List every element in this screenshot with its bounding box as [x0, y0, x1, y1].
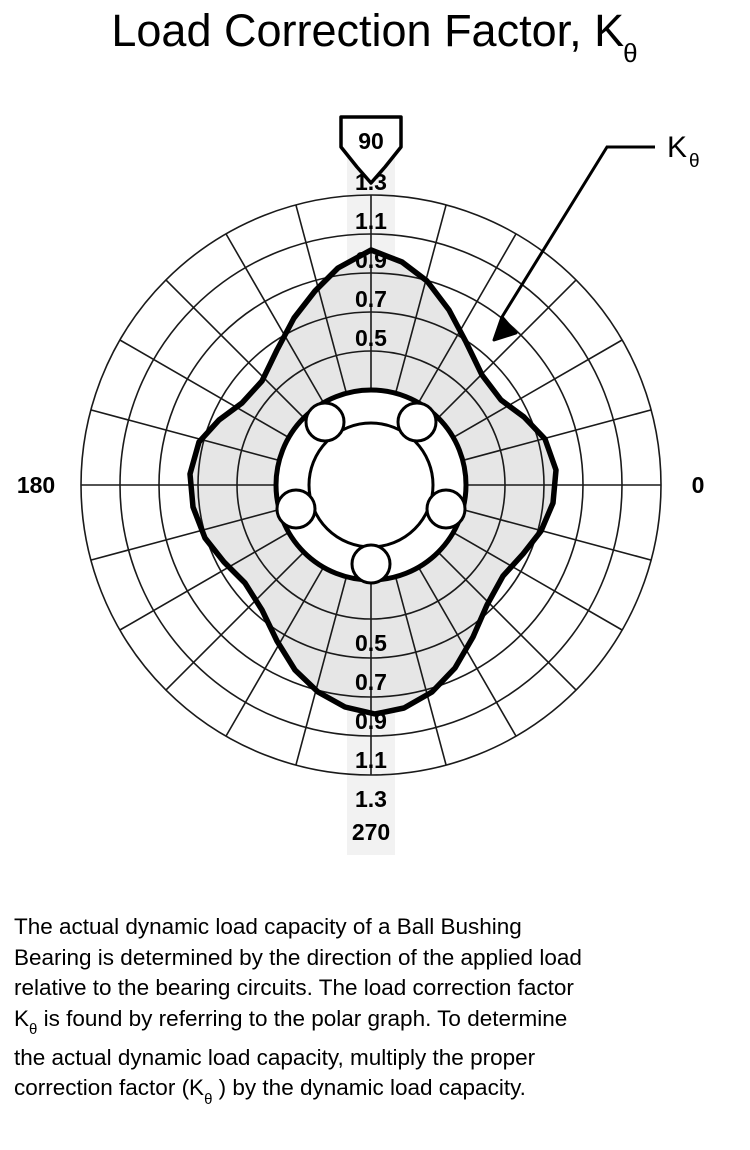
tick-bottom-0.5: 0.5 [355, 630, 387, 656]
caption-text [14, 912, 740, 1112]
tick-top-0.7: 0.7 [355, 286, 387, 312]
tick-top-1.3: 1.3 [355, 169, 387, 195]
caption-line-6-end: ) by the dynamic load capacity. [212, 1075, 526, 1100]
tick-top-0.9: 0.9 [355, 247, 387, 273]
caption-line-5: the actual dynamic load capacity, multiply the proper [14, 1044, 536, 1070]
angle-label-270: 270 [351, 819, 391, 845]
caption-k-subscript: θ [29, 1021, 38, 1038]
caption-line-4-rest: is found by referring to the polar graph. To determine [37, 1005, 568, 1031]
angle-label-0: 0 [691, 472, 705, 498]
tick-bottom-1.3: 1.3 [355, 786, 387, 812]
page-title-text: Load Correction Factor, K [111, 5, 625, 56]
caption-line-6-start: correction factor (K [14, 1075, 205, 1100]
caption-line-3: relative to the bearing circuits. The load correction factor [14, 975, 574, 1000]
tick-bottom-0.7: 0.7 [355, 669, 387, 695]
callout-label: K [667, 131, 688, 164]
caption-line-6-subscript: θ [204, 1090, 213, 1108]
page-title-subscript: θ [623, 38, 638, 68]
angle-label-180: 180 [16, 472, 56, 498]
caption-line-1: The actual dynamic load capacity of a Ball Bushing [14, 914, 522, 939]
page-title [0, 2, 750, 76]
tick-top-1.1: 1.1 [355, 208, 387, 234]
callout-leader [494, 147, 655, 340]
callout-label-subscript: θ [689, 151, 700, 172]
angle-label-90: 90 [358, 128, 384, 154]
polar-chart [0, 95, 750, 870]
caption-line-6 [14, 1073, 740, 1112]
tick-bottom-0.9: 0.9 [355, 708, 387, 734]
caption-line-2: Bearing is determined by the direction of the applied load [14, 944, 582, 970]
tick-bottom-1.1: 1.1 [355, 747, 387, 773]
caption-line-4 [14, 1004, 740, 1043]
tick-top-0.5: 0.5 [355, 325, 387, 351]
caption-k: K [14, 1005, 30, 1031]
